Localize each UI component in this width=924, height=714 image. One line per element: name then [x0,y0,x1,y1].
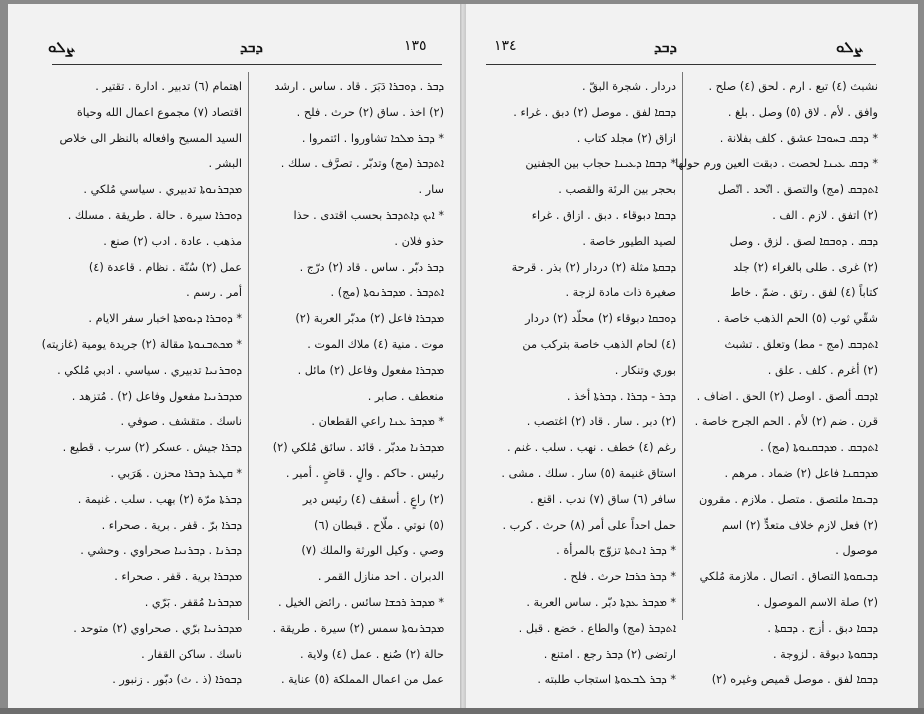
dictionary-line: لصيد الطيور خاصة . [582,234,676,248]
left-running-head [8,38,460,62]
dictionary-line: موصول . [835,544,878,558]
dictionary-line: ܡܕܒܪܢܝܐ مفعول وفاعل (٢) . مُتزهد . [71,389,242,403]
left-column-outer [41,74,242,687]
dictionary-line: قرن . ضم (٢) لأم . الحم الجرح خاصة . [694,415,878,429]
dictionary-line: * ܕܒܩ ܒܚܘܒܐ عشق . كلف بفلانة . [719,131,878,145]
dictionary-line: * ܕܒܪ ܐܢܬܬܐ تزوّج بالمرأة . [556,544,676,558]
dictionary-line: (٢) غرى . طلى بالغراء (٢) جلد [733,260,878,274]
dictionary-line: ܕܒܩܘܬܐ دبوقة . لزوجة . [773,647,878,661]
dictionary-line: (٤) لحام الذهب خاصة بتركب من [522,337,676,351]
left-page [8,4,460,708]
dictionary-line: (٢) أغرم . كلف . علق . [767,363,878,377]
dictionary-line: * ܡܟܬܒܢܘܬܐ مقالة (٢) جريدة يومية (غازيته) [41,337,242,351]
dictionary-line: عمل (٢) سُنّة . نظام . قاعدة (٤) [88,260,242,274]
dictionary-line: البشر . [208,157,242,171]
dictionary-line: موت . منية (٤) ملاك الموت . [307,337,444,351]
dictionary-line: ܕܒܝܩܐ ملتصق . متصل . ملازم . مقرون [699,492,878,506]
dictionary-line: ناسك . متقشف . صوفي . [120,415,242,429]
dictionary-line: (٢) فعل لازم خلاف متعدٍّ (٢) اسم [721,518,878,532]
right-column-outer [675,74,878,687]
dictionary-line: (٥) نوتي . ملّاح . قبطان (٦) [314,518,444,532]
dictionary-line: سار . [418,183,444,197]
dictionary-line: اقتصاد (٧) مجموع اعمال الله وحياة [76,105,242,119]
dictionary-line: (٢) اخذ . ساق (٢) حرث . فلح . [296,105,444,119]
scan-bottom-shadow [0,708,924,714]
dictionary-line: * ܐܝܟ ܕܐܬܕܒܪ بحسب اقتدى . حذا [293,208,444,222]
dictionary-line: صغيرة ذات مادة لزجة . [565,286,676,300]
dictionary-line: سافر (٦) ساق (٧) ندب . اقنع . [530,492,676,506]
dictionary-line: ܕܒܩ . ܕܘܒܩܐ لصق . لزق . وصل [729,234,878,248]
dictionary-line: ܕܒܪܢܐ . ܕܒܪܢܝܐ صحراوي . وحشي . [80,544,242,558]
dictionary-line: ܕܒܝܩܘܬܐ التصاق . اتصال . ملازمة مُلكي [699,570,878,584]
dictionary-line: ܐܬܕܒܩ . ܡܕܒܩܢܘܬܐ (مج) . [760,441,878,455]
dictionary-line: ܡܕܒܩܢܐ فاعل (٢) ضماد . مرهم . [724,466,878,480]
dictionary-line: وافق . لأم . لاق (٥) وصل . بلغ . [727,105,878,119]
dictionary-line: (٢) صلة الاسم الموصول . [756,595,878,609]
dictionary-line: * ܡܕܒܪ ܪܟܫܐ سائس . رائض الخيل . [278,595,444,609]
dictionary-line: ܐܬܕܒܪ (مج) والطاع . خضع . قبل . [518,621,676,635]
dictionary-line: رئيس . حاكم . والٍ . قاضٍ . أمير . [285,466,444,480]
dictionary-line: دردار . شجرة البقّ . [582,80,676,93]
dictionary-line: * ܕܒܪ ܠܒܥܘܬܐ استجاب طلبته . [537,673,676,687]
dictionary-line: ܐܬܕܒܪ . ܡܕܒܪܢܘܬܐ (مج) . [330,286,444,300]
dictionary-line: مذهب . عادة . ادب (٢) صنع . [103,234,242,248]
dictionary-line: (٢) اتفق . لازم . الف . [772,208,878,222]
dictionary-line: ܕܒܪ . ܕܘܒܪܐ دَبَرَ . قاد . ساس . ارشد [274,80,444,93]
dictionary-line: ازاق (٢) مجلد كتاب . [576,131,676,145]
dictionary-line: * ܕܘܒܪܐ ܕܝܘܡܬܐ اخبار سفر الايام . [88,312,242,326]
dictionary-line: ܕܒܪܐ جيش . عسكر (٢) سرب . قطيع . [62,441,242,455]
left-head-outer: ܨܠܘ [48,38,76,56]
dictionary-line: ܐܬܕܒܩ (مج) والتصق . اتّحد . اتّصل [717,183,878,197]
left-head-inner: ܕܒܕ [240,38,263,56]
right-column-inner [486,74,676,687]
dictionary-line: ܕܒܘܪܐ (ذ . ث) دبّور . زنبور . [112,673,242,687]
dictionary-line: * ܕܒܩܐ ܕܥܝܢܐ حجاب بين الجفنين [525,157,676,171]
dictionary-line: * ܕܒܪ ܡܠܟܐ تشاوروا . ائتمروا . [301,131,444,145]
dictionary-line: منعطف . صابر . [367,389,444,403]
dictionary-line: * ܩܛܝܪ ܕܒܪܐ محزن . هَرَبي . [110,466,242,480]
dictionary-line: رغم (٤) خطف . نهب . سلب . غنم . [507,441,676,455]
right-header-rule [486,64,876,65]
dictionary-line: ܕܘܒܩܐ دبوقاء (٢) محلّد (٢) دردار [525,312,676,326]
right-running-head [466,38,918,62]
dictionary-line: ܕܘܒܪܢܝܐ تدبيري . سياسي . ادبي مُلكي . [57,363,242,377]
dictionary-line: الدبران . احد منازل القمر . [317,570,444,584]
dictionary-line: ܡܕܒܪܢܝܐ برّي . صحراوي (٢) متوحد . [73,621,242,635]
dictionary-line: بوري وتنكار . [614,363,676,377]
dictionary-line: * ܡܕܒܪ ܥܢܐ راعي القطعان . [311,415,444,429]
dictionary-line: ܡܕܒܪܐ فاعل (٢) مدبّر العربة (٢) [295,312,444,326]
dictionary-line: * ܡܕܒܪ ܥܕܬܐ دبّر . ساس العربة . [526,595,676,609]
dictionary-line: ܕܒܪܬܐ مرّة (٢) بهب . سلب . غنيمة . [77,492,242,506]
right-page [466,4,918,708]
dictionary-line: ܐܬܕܒܪ (مج) وتدبّر . تصرَّف . سلك . [280,157,444,171]
dictionary-line: ܕܒܪܐ برّ . قفر . برية . صحراء . [101,518,242,532]
dictionary-line: ܕܒܩܬܐ مثلة (٢) دردار (٢) بذر . قرحة [511,260,676,274]
dictionary-line: اهتمام (٦) تدبير . ادارة . تقتير . [95,80,242,93]
dictionary-line: ارتضى (٢) ܕܒܪ رجع . امتنع . [543,647,676,661]
dictionary-line: (٢) دبر . سار . قاد (٢) اغتصب . [526,415,676,429]
dictionary-line: أمر . رسم . [186,286,242,300]
right-head-outer: ܨܠܘ [836,38,864,56]
left-column-divider [248,72,249,620]
left-header-rule [52,64,442,65]
right-head-inner: ܕܒܕ [654,38,677,56]
dictionary-line: ܕܒܩܐ دبق . أزج . ܕܒܩܬܐ . [767,621,878,635]
dictionary-line: السيد المسيح وافعاله بالنظر الى خلاص [59,131,242,145]
dictionary-line: بحجر بين الرئة والقصب . [558,183,676,197]
dictionary-line: ܕܒܪ - ܕܒܪܐ . ܕܒܪܬܐ أخذ . [566,389,676,403]
dictionary-line: ܡܕܒܪܐ برية . قفر . صحراء . [114,570,242,584]
dictionary-line: حذو فلان . [394,234,444,248]
left-column-inner [254,74,444,687]
dictionary-line: ܕܒܪ دبّر . ساس . قاد (٢) درّج . [299,260,444,274]
dictionary-line: ܡܕܒܪܢܐ مُقفر . بَرّي . [144,595,242,609]
dictionary-line: ܐܬܕܒܩ (مج - مط) وتعلق . تشبث [724,337,878,351]
dictionary-line: ܡܕܒܪܢܐ مدبّر . قائد . سائق مُلكي (٢) [272,441,444,455]
dictionary-line: ناسك . ساكن القفار . [141,647,242,661]
dictionary-line: ܐܕܒܩ ألصق . اوصل (٢) الحق . اضاف . [696,389,878,403]
dictionary-line: كتاباً (٤) لفق . رتق . ضمّ . خاط [730,286,878,300]
dictionary-line: * ܕܒܩ ܥܝܢܐ لحصت . دبقت العين ورم حولها [675,157,878,171]
dictionary-line: ܕܘܒܪܐ سيرة . حالة . طريقة . مسلك . [67,208,242,222]
dictionary-line: حمل احداً على أمر (٨) حرث . كرب . [502,518,676,532]
dictionary-line: حالة (٢) صُنع . عمل (٤) ولاية . [300,647,444,661]
right-page-number: ١٣٤ [494,38,517,54]
dictionary-line: شقّي ثوب (٥) الحم الذهب خاصة . [716,312,878,326]
dictionary-line: عمل من اعمال المملكة (٥) عناية . [280,673,444,687]
dictionary-line: وصي . وكيل الورثة والملك (٧) [301,544,444,558]
dictionary-line: ܡܕܒܪܢܘܬܐ تدبيري . سياسي مُلكي . [83,183,242,197]
dictionary-line: ܕܒܩܐ دبوقاء . دبق . ازاق . غراء [531,208,676,222]
dictionary-line: ܕܒܩܐ لفق . موصل (٢) دبق . غراء . [513,105,676,119]
dictionary-line: * ܕܒܪ ܟܪܒܐ حرث . فلح . [563,570,676,584]
dictionary-line: ܕܒܩܐ لفق . موصل قميص وغيره (٢) [711,673,878,687]
left-page-number: ١٣٥ [404,38,427,54]
dictionary-line: نشبث (٤) تبع . ارم . لحق (٤) صلح . [708,80,878,93]
dictionary-line: ܡܕܒܪܢܘܬܐ سمس (٢) سيرة . طريقة . [272,621,444,635]
dictionary-line: (٢) راعٍ . أسقف (٤) رئيس دير [302,492,444,506]
dictionary-line: ܡܕܒܪܐ مفعول وفاعل (٢) مائل . [297,363,444,377]
dictionary-line: استاق غنيمة (٥) سار . سلك . مشى . [501,466,676,480]
book-spread [8,4,918,708]
